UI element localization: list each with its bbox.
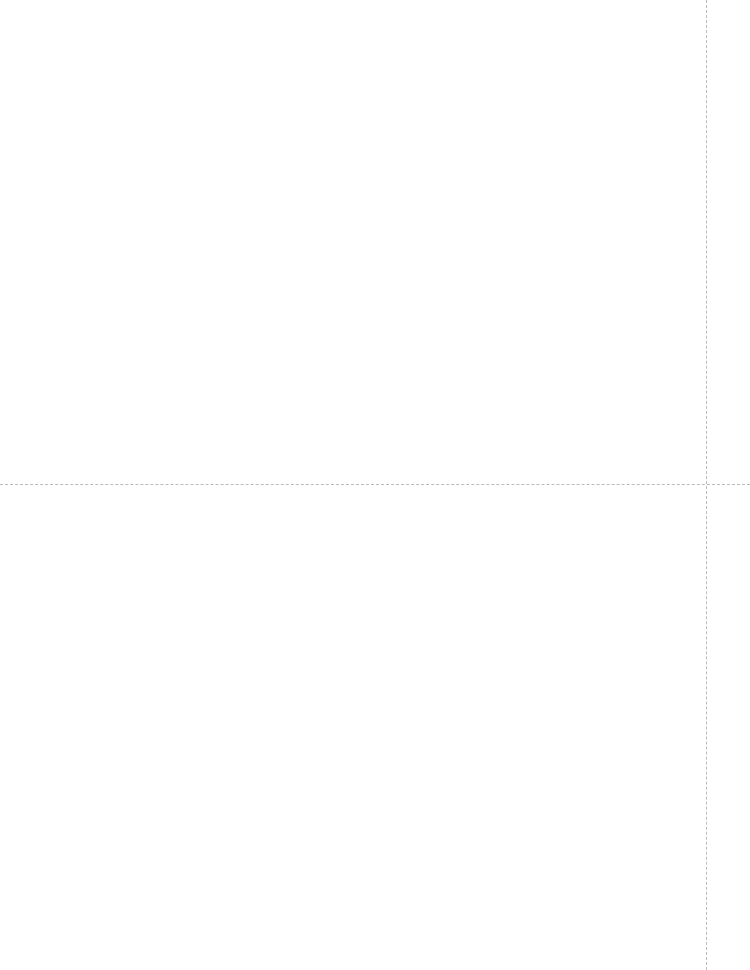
w2g-form-copy-lower	[0, 485, 750, 970]
